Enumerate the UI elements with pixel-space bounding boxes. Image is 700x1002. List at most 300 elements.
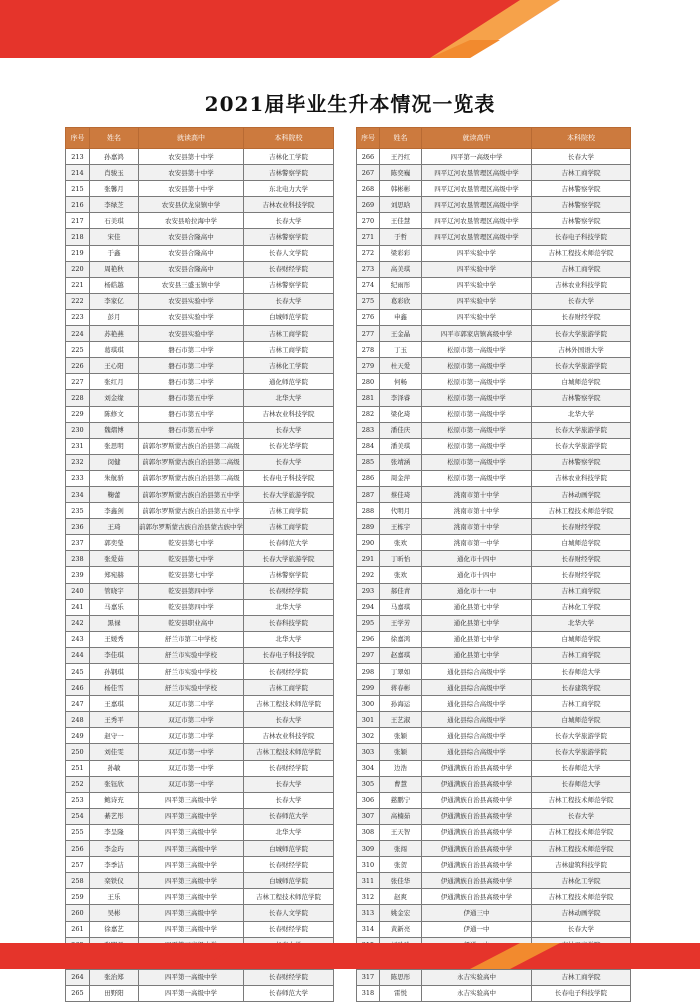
cell-index: 248 — [66, 712, 90, 728]
cell-name: 马嘉乐 — [90, 599, 139, 615]
cell-highschool: 双辽市第二中学 — [139, 712, 244, 728]
table-row — [357, 245, 631, 261]
page-title: 2021届毕业生升本情况一览表 — [204, 92, 496, 116]
cell-index: 276 — [357, 309, 380, 325]
cell-university: 吉林警察学院 — [244, 277, 334, 293]
table-row — [357, 583, 631, 599]
cell-index: 236 — [66, 519, 90, 535]
cell-university: 长春财经学院 — [244, 583, 334, 599]
cell-highschool: 四平市郭家店镇高级中学 — [422, 326, 532, 342]
cell-highschool: 伊通满族自治县高级中学 — [422, 824, 532, 840]
cell-index: 313 — [357, 905, 380, 921]
cell-university: 长春师范大学 — [532, 776, 631, 792]
cell-highschool: 乾安县第四中学 — [139, 599, 244, 615]
table-row — [357, 309, 631, 325]
cell-index: 255 — [66, 824, 90, 840]
cell-highschool: 通化县综合高级中学 — [422, 696, 532, 712]
table-row — [66, 181, 334, 197]
table-row — [357, 293, 631, 309]
cell-university: 吉林工程技术师范学院 — [532, 824, 631, 840]
cell-name: 张佳华 — [380, 873, 422, 889]
cell-name: 鲍诗充 — [90, 792, 139, 808]
cell-index: 307 — [357, 808, 380, 824]
cell-university: 长春大学 — [532, 921, 631, 937]
cell-index: 293 — [357, 583, 380, 599]
cell-index: 303 — [357, 744, 380, 760]
cell-highschool: 伊通满族自治县高级中学 — [422, 808, 532, 824]
cell-university: 吉林农业科技学院 — [244, 406, 334, 422]
cell-name: 徐嘉鸿 — [380, 631, 422, 647]
table-row — [66, 519, 334, 535]
cell-highschool: 农安县实验中学 — [139, 293, 244, 309]
cell-name: 吴彬 — [90, 905, 139, 921]
cell-highschool: 四平第三高级中学 — [139, 921, 244, 937]
cell-university: 长春大学 — [244, 293, 334, 309]
cell-name: 蒋春彬 — [380, 680, 422, 696]
table-row — [357, 438, 631, 454]
cell-index: 302 — [357, 728, 380, 744]
cell-highschool: 松原市第一高级中学 — [422, 342, 532, 358]
cell-index: 224 — [66, 326, 90, 342]
cell-highschool: 乾安县第七中学 — [139, 535, 244, 551]
cell-name: 郑宛赫 — [90, 567, 139, 583]
cell-university: 吉林工程技术师范学院 — [532, 245, 631, 261]
cell-index: 295 — [357, 615, 380, 631]
cell-index: 254 — [66, 808, 90, 824]
header-index: 序号 — [357, 128, 380, 149]
cell-university: 长春电子科技学院 — [244, 647, 334, 663]
cell-name: 綦艺彤 — [90, 808, 139, 824]
cell-index: 260 — [66, 905, 90, 921]
cell-index: 233 — [66, 470, 90, 486]
cell-index: 285 — [357, 454, 380, 470]
cell-university: 吉林警察学院 — [244, 165, 334, 181]
cell-index: 280 — [357, 374, 380, 390]
cell-university: 吉林农业科技学院 — [532, 277, 631, 293]
cell-name: 周金萍 — [380, 470, 422, 486]
table-row — [357, 519, 631, 535]
cell-highschool: 通化市十一中 — [422, 583, 532, 599]
cell-highschool: 通化县第七中学 — [422, 631, 532, 647]
cell-name: 梁化琦 — [380, 406, 422, 422]
cell-name: 王嘉琪 — [90, 696, 139, 712]
cell-name: 慈鹏宁 — [380, 792, 422, 808]
cell-index: 278 — [357, 342, 380, 358]
table-row — [357, 599, 631, 615]
cell-name: 石美琪 — [90, 213, 139, 229]
roster-body-right — [357, 149, 631, 1002]
cell-university: 吉林工商学院 — [244, 680, 334, 696]
cell-name: 于哲 — [380, 229, 422, 245]
cell-index: 259 — [66, 889, 90, 905]
cell-highschool: 农安县实验中学 — [139, 326, 244, 342]
cell-university: 长春大学旅游学院 — [532, 728, 631, 744]
cell-index: 230 — [66, 422, 90, 438]
cell-highschool: 舒兰市实验中学校 — [139, 647, 244, 663]
cell-name: 刘思晗 — [380, 197, 422, 213]
table-row — [357, 921, 631, 937]
table-row — [66, 454, 334, 470]
cell-name: 于鑫 — [90, 245, 139, 261]
cell-highschool: 通化市十四中 — [422, 567, 532, 583]
table-row — [66, 841, 334, 857]
cell-highschool: 磐石市第二中学 — [139, 342, 244, 358]
cell-university: 长春大学旅游学院 — [532, 744, 631, 760]
cell-name: 李季洁 — [90, 857, 139, 873]
table-row — [357, 631, 631, 647]
cell-name: 雷悦 — [380, 985, 422, 1001]
cell-name: 王学芳 — [380, 615, 422, 631]
cell-university: 北华大学 — [244, 824, 334, 840]
cell-index: 318 — [357, 985, 380, 1001]
cell-highschool: 前郭尔罗斯蒙古族自治县蒙古族中学 — [139, 519, 244, 535]
cell-name: 刘佳雯 — [90, 744, 139, 760]
cell-university: 白城师范学院 — [532, 631, 631, 647]
cell-name: 张治郑 — [90, 969, 139, 985]
table-row — [357, 261, 631, 277]
cell-highschool: 四平辽河农垦管理区高级中学 — [422, 197, 532, 213]
cell-name: 郝佳青 — [380, 583, 422, 599]
cell-index: 266 — [357, 149, 380, 165]
cell-name: 张颖 — [380, 744, 422, 760]
cell-name: 李绿芝 — [90, 197, 139, 213]
cell-name: 李金玙 — [90, 841, 139, 857]
table-row — [357, 342, 631, 358]
cell-university: 长春财经学院 — [244, 664, 334, 680]
cell-university: 长春师范大学 — [532, 664, 631, 680]
cell-index: 217 — [66, 213, 90, 229]
cell-name: 王金晶 — [380, 326, 422, 342]
cell-name: 张爱茹 — [90, 551, 139, 567]
bottom-banner — [0, 943, 700, 969]
cell-index: 289 — [357, 519, 380, 535]
cell-university: 吉林化工学院 — [244, 358, 334, 374]
cell-university: 长春电子科技学院 — [532, 229, 631, 245]
cell-highschool: 农安县第十中学 — [139, 181, 244, 197]
cell-highschool: 四平实验中学 — [422, 293, 532, 309]
cell-highschool: 四平第三高级中学 — [139, 857, 244, 873]
table-row — [66, 712, 334, 728]
table-row — [357, 229, 631, 245]
cell-university: 长春大学旅游学院 — [244, 486, 334, 502]
cell-name: 潘佳庆 — [380, 422, 422, 438]
cell-university: 长春大学旅游学院 — [244, 551, 334, 567]
cell-name: 王乐 — [90, 889, 139, 905]
table-row — [357, 824, 631, 840]
cell-name: 黑禄 — [90, 615, 139, 631]
cell-name: 陈奕巍 — [380, 165, 422, 181]
table-row — [357, 551, 631, 567]
cell-name: 申鑫 — [380, 309, 422, 325]
cell-highschool: 农安县合隆高中 — [139, 261, 244, 277]
cell-highschool: 前郭尔罗斯蒙古族自治县第五中学 — [139, 486, 244, 502]
cell-name: 葛琪琪 — [90, 342, 139, 358]
cell-name: 张颖 — [380, 728, 422, 744]
table-row — [66, 744, 334, 760]
cell-index: 235 — [66, 503, 90, 519]
cell-highschool: 双辽市第二中学 — [139, 696, 244, 712]
cell-university: 东北电力大学 — [244, 181, 334, 197]
cell-index: 252 — [66, 776, 90, 792]
cell-university: 北华大学 — [244, 390, 334, 406]
table-row — [357, 776, 631, 792]
cell-index: 245 — [66, 664, 90, 680]
cell-university: 吉林农业科技学院 — [244, 197, 334, 213]
cell-name: 李泽睿 — [380, 390, 422, 406]
cell-university: 吉林化工学院 — [532, 599, 631, 615]
cell-index: 246 — [66, 680, 90, 696]
cell-name: 潘美琪 — [380, 438, 422, 454]
cell-highschool: 松原市第一高级中学 — [422, 438, 532, 454]
cell-index: 298 — [357, 664, 380, 680]
cell-highschool: 乾安县第七中学 — [139, 551, 244, 567]
table-row — [66, 985, 334, 1001]
cell-highschool: 农安县三盛玉镇中学 — [139, 277, 244, 293]
table-row — [357, 760, 631, 776]
table-row — [66, 342, 334, 358]
cell-index: 273 — [357, 261, 380, 277]
cell-index: 229 — [66, 406, 90, 422]
table-row — [66, 857, 334, 873]
cell-university: 白城师范学院 — [244, 873, 334, 889]
cell-name: 赵爽 — [380, 889, 422, 905]
cell-name: 马嘉琪 — [380, 599, 422, 615]
table-row — [357, 165, 631, 181]
table-row — [66, 390, 334, 406]
cell-name: 李呈隆 — [90, 824, 139, 840]
cell-university: 长春财经学院 — [532, 551, 631, 567]
cell-name: 徐嘉艺 — [90, 921, 139, 937]
cell-index: 283 — [357, 422, 380, 438]
header-index: 序号 — [66, 128, 90, 149]
cell-name: 管晓宇 — [90, 583, 139, 599]
cell-highschool: 松原市第一高级中学 — [422, 422, 532, 438]
cell-highschool: 四平第三高级中学 — [139, 889, 244, 905]
cell-name: 苏艳燕 — [90, 326, 139, 342]
table-row — [357, 841, 631, 857]
cell-name: 王媛秀 — [90, 631, 139, 647]
cell-highschool: 乾安县职业高中 — [139, 615, 244, 631]
cell-highschool: 双辽市第二中学 — [139, 728, 244, 744]
table-row — [357, 744, 631, 760]
header-university: 本科院校 — [244, 128, 334, 149]
table-row — [66, 583, 334, 599]
table-row — [66, 438, 334, 454]
cell-highschool: 舒兰市实验中学校 — [139, 680, 244, 696]
cell-index: 231 — [66, 438, 90, 454]
table-row — [357, 889, 631, 905]
cell-university: 通化师范学院 — [244, 374, 334, 390]
cell-university: 长春大学 — [244, 422, 334, 438]
header-university: 本科院校 — [532, 128, 631, 149]
table-row — [357, 808, 631, 824]
table-header-row — [66, 128, 334, 149]
table-row — [357, 470, 631, 486]
cell-highschool: 永吉实验高中 — [422, 985, 532, 1001]
cell-university: 长春大学 — [244, 213, 334, 229]
cell-highschool: 四平第三高级中学 — [139, 873, 244, 889]
cell-highschool: 松原市第一高级中学 — [422, 470, 532, 486]
cell-highschool: 洮南市第十中学 — [422, 503, 532, 519]
cell-university: 北华大学 — [532, 406, 631, 422]
cell-university: 长春建筑学院 — [532, 680, 631, 696]
cell-index: 294 — [357, 599, 380, 615]
cell-highschool: 双辽市第一中学 — [139, 760, 244, 776]
cell-highschool: 四平辽河农垦管理区高级中学 — [422, 165, 532, 181]
cell-university: 吉林工商学院 — [532, 583, 631, 599]
table-row — [66, 873, 334, 889]
cell-highschool: 双辽市第一中学 — [139, 744, 244, 760]
cell-highschool: 松原市第一高级中学 — [422, 374, 532, 390]
header-name: 姓名 — [90, 128, 139, 149]
cell-index: 311 — [357, 873, 380, 889]
table-row — [357, 664, 631, 680]
cell-university: 吉林警察学院 — [532, 197, 631, 213]
table-row — [66, 905, 334, 921]
cell-name: 孙海运 — [380, 696, 422, 712]
cell-index: 284 — [357, 438, 380, 454]
cell-highschool: 四平实验中学 — [422, 261, 532, 277]
cell-highschool: 永吉实验高中 — [422, 969, 532, 985]
table-row — [66, 696, 334, 712]
cell-highschool: 四平第三高级中学 — [139, 808, 244, 824]
table-row — [357, 503, 631, 519]
cell-highschool: 伊通满族自治县高级中学 — [422, 760, 532, 776]
cell-university: 长春大学 — [532, 293, 631, 309]
cell-highschool: 伊通三中 — [422, 905, 532, 921]
cell-highschool: 磐石市第五中学 — [139, 406, 244, 422]
cell-name: 郭奕瑩 — [90, 535, 139, 551]
table-row — [357, 567, 631, 583]
table-row — [357, 985, 631, 1001]
cell-index: 267 — [357, 165, 380, 181]
cell-university: 吉林警察学院 — [532, 181, 631, 197]
cell-index: 256 — [66, 841, 90, 857]
cell-name: 蔡佳琦 — [380, 486, 422, 502]
cell-highschool: 前郭尔罗斯蒙古族自治县第二高级 — [139, 438, 244, 454]
cell-highschool: 四平辽河农垦管理区高级中学 — [422, 181, 532, 197]
cell-name: 张馨月 — [90, 181, 139, 197]
cell-index: 270 — [357, 213, 380, 229]
cell-name: 张钰欣 — [90, 776, 139, 792]
table-row — [66, 647, 334, 663]
cell-name: 陈思彤 — [380, 969, 422, 985]
cell-name: 何畅 — [380, 374, 422, 390]
table-row — [66, 728, 334, 744]
cell-university: 吉林工商学院 — [532, 261, 631, 277]
cell-name: 肖骏玉 — [90, 165, 139, 181]
cell-university: 长春科技学院 — [244, 615, 334, 631]
cell-name: 周艳秋 — [90, 261, 139, 277]
table-row — [357, 615, 631, 631]
cell-university: 长春师范大学 — [244, 808, 334, 824]
table-row — [66, 503, 334, 519]
cell-name: 栾铁仪 — [90, 873, 139, 889]
cell-university: 白城师范学院 — [532, 535, 631, 551]
cell-index: 257 — [66, 857, 90, 873]
cell-name: 李佳琪 — [90, 647, 139, 663]
cell-highschool: 通化县第七中学 — [422, 599, 532, 615]
cell-university: 长春财经学院 — [244, 760, 334, 776]
cell-name: 朱航骄 — [90, 470, 139, 486]
cell-university: 吉林外国语大学 — [532, 342, 631, 358]
table-row — [66, 921, 334, 937]
cell-university: 长春财经学院 — [244, 969, 334, 985]
cell-highschool: 乾安县第七中学 — [139, 567, 244, 583]
cell-university: 长春大学 — [244, 712, 334, 728]
cell-highschool: 松原市第一高级中学 — [422, 406, 532, 422]
cell-index: 299 — [357, 680, 380, 696]
table-row — [66, 245, 334, 261]
table-row — [66, 969, 334, 985]
cell-university: 吉林动画学院 — [532, 486, 631, 502]
cell-index: 220 — [66, 261, 90, 277]
cell-index: 234 — [66, 486, 90, 502]
cell-name: 鞠蕾 — [90, 486, 139, 502]
table-row — [66, 326, 334, 342]
cell-highschool: 四平第一高级中学 — [139, 969, 244, 985]
cell-highschool: 伊通满族自治县高级中学 — [422, 857, 532, 873]
table-row — [357, 728, 631, 744]
cell-highschool: 通化县综合高级中学 — [422, 728, 532, 744]
cell-university: 长春人文学院 — [244, 905, 334, 921]
cell-name: 杨佳雪 — [90, 680, 139, 696]
cell-index: 272 — [357, 245, 380, 261]
cell-index: 269 — [357, 197, 380, 213]
cell-index: 215 — [66, 181, 90, 197]
cell-highschool: 四平第三高级中学 — [139, 792, 244, 808]
cell-index: 305 — [357, 776, 380, 792]
cell-index: 300 — [357, 696, 380, 712]
cell-index: 314 — [357, 921, 380, 937]
table-row — [66, 406, 334, 422]
cell-university: 长春大学 — [244, 792, 334, 808]
cell-highschool: 四平实验中学 — [422, 309, 532, 325]
cell-university: 北华大学 — [532, 615, 631, 631]
table-row — [357, 873, 631, 889]
roster-table-left — [65, 127, 334, 1002]
cell-index: 309 — [357, 841, 380, 857]
cell-name: 张红月 — [90, 374, 139, 390]
table-row — [66, 309, 334, 325]
cell-highschool: 前郭尔罗斯蒙古族自治县第五中学 — [139, 503, 244, 519]
cell-university: 吉林警察学院 — [532, 213, 631, 229]
table-row — [66, 599, 334, 615]
table-row — [66, 631, 334, 647]
cell-index: 290 — [357, 535, 380, 551]
cell-highschool: 通化市十四中 — [422, 551, 532, 567]
cell-index: 279 — [357, 358, 380, 374]
cell-university: 吉林警察学院 — [532, 454, 631, 470]
table-row — [357, 712, 631, 728]
cell-name: 张欢 — [380, 535, 422, 551]
cell-highschool: 磐石市第二中学 — [139, 358, 244, 374]
cell-university: 长春大学 — [244, 776, 334, 792]
cell-index: 274 — [357, 277, 380, 293]
cell-university: 长春财经学院 — [532, 309, 631, 325]
cell-name: 杨皓越 — [90, 277, 139, 293]
cell-index: 277 — [357, 326, 380, 342]
cell-index: 219 — [66, 245, 90, 261]
cell-highschool: 前郭尔罗斯蒙古族自治县第二高级 — [139, 454, 244, 470]
cell-name: 黄新亮 — [380, 921, 422, 937]
cell-university: 长春财经学院 — [244, 261, 334, 277]
cell-index: 244 — [66, 647, 90, 663]
cell-index: 237 — [66, 535, 90, 551]
table-row — [357, 857, 631, 873]
cell-index: 223 — [66, 309, 90, 325]
cell-highschool: 四平第一高级中学 — [422, 149, 532, 165]
